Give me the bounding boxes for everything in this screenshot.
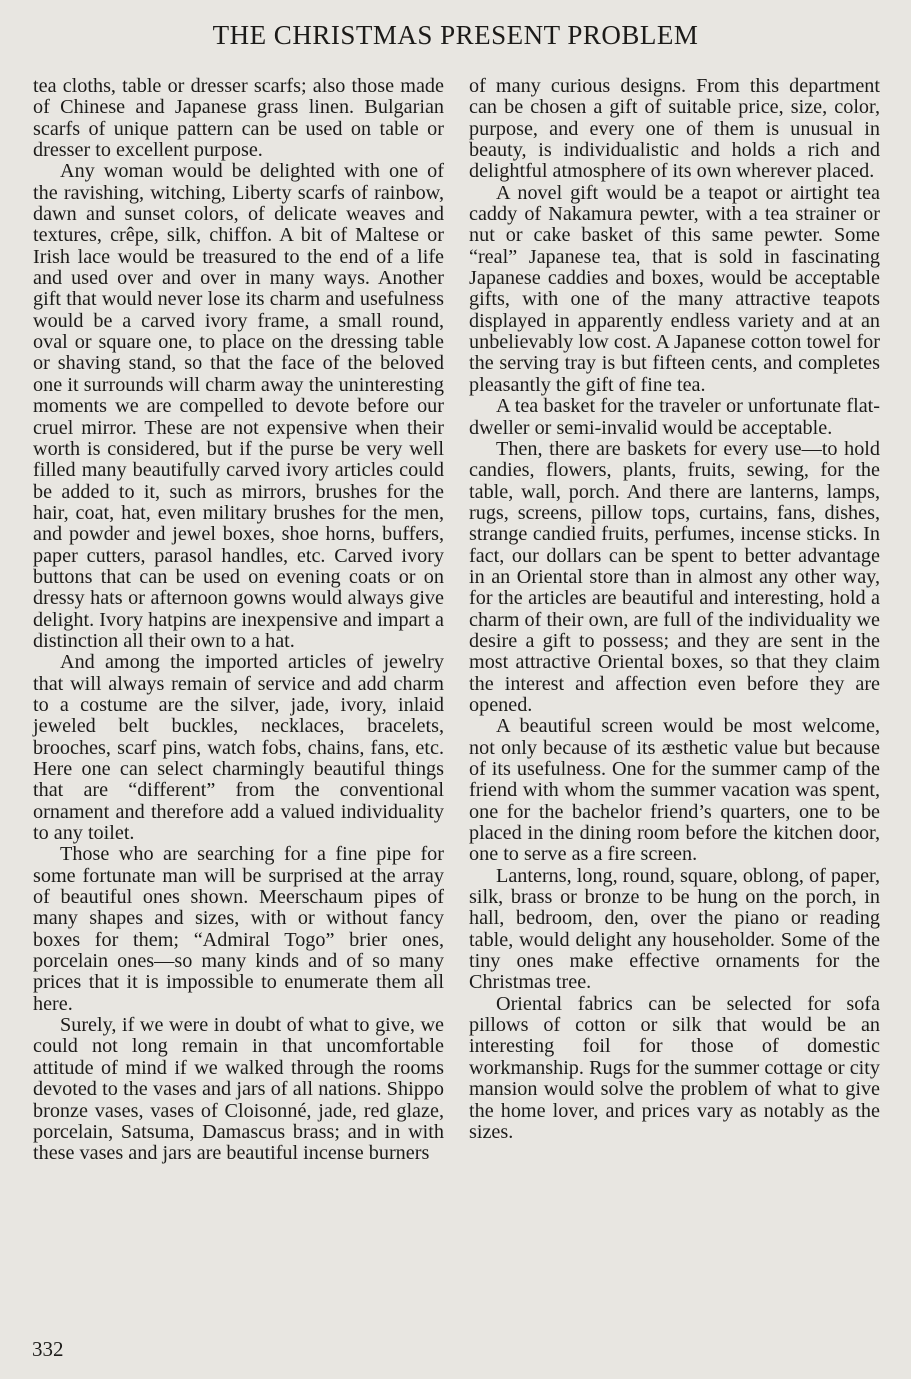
running-title: THE CHRISTMAS PRESENT PROBLEM xyxy=(212,20,699,50)
paragraph: of many curious designs. From this department can be chosen a gift of suitable price, size, color, purpose, and every one of them is unusual in beauty, is individualistic and holds a rich and delightful atmosphere of its own wherever placed. xyxy=(469,75,880,183)
paragraph: And among the imported articles of jewelry that will always remain of service and add charm to a costume are the silver, jade, ivory, inlaid jeweled belt buckles, necklaces, bracelets, brooches, scarf pins, watch fobs, chains, fans, etc. Here one can select charmingly beautiful things that are “different” from the conventional ornament and therefore add a valued individuality to any toilet. xyxy=(33,651,444,845)
paragraph: tea cloths, table or dresser scarfs; also those made of Chinese and Japanese grass linen. Bulgarian scarfs of unique pattern can be used on table or dresser to excellent purpose. xyxy=(33,75,444,162)
paragraph: A tea basket for the traveler or unfortunate flat-dweller or semi-invalid would be acceptable. xyxy=(469,395,880,439)
left-column xyxy=(33,76,444,1165)
paragraph: Oriental fabrics can be selected for sofa pillows of cotton or silk that would be an interesting foil for those of domestic workmanship. Rugs for the summer cottage or city mansion would solve the problem of what to give the home lover, and prices vary as notably as the sizes. xyxy=(469,992,880,1143)
paragraph: Lanterns, long, round, square, oblong, of paper, silk, brass or bronze to be hung on the porch, in hall, bedroom, den, over the piano or reading table, would delight any householder. Some of the tiny ones make effective ornaments for the Christmas tree. xyxy=(469,864,880,994)
paragraph: Then, there are baskets for every use—to hold candies, flowers, plants, fruits, sewing, for the table, wall, porch. And there are lanterns, lamps, rugs, screens, pillow tops, curtains, fans, dishes, strange candied fruits, perfumes, incense sticks. In fact, our dollars can be spent to better advantage in an Oriental store than in almost any other way, for the articles are beautiful and interesting, hold a charm of their own, are full of the individuality we desire a gift to possess; and they are sent in the most attractive Oriental boxes, so that they claim the interest and affection even before they are opened. xyxy=(469,437,880,716)
paragraph: A beautiful screen would be most welcome, not only because of its æsthetic value but because of its usefulness. One for the summer camp of the friend with whom the summer vacation was spent, one for the bachelor friend’s quarters, one to be placed in the dining room before the kitchen door, one to serve as a fire screen. xyxy=(469,715,880,866)
paragraph: Any woman would be delighted with one of the ravishing, witching, Liberty scarfs of rainbow, dawn and sunset colors, of delicate weaves and textures, crêpe, silk, chiffon. A bit of Maltese or Irish lace would be treasured to the end of a life and used over and over in many ways. Another gift that would never lose its charm and usefulness would be a carved ivory frame, a small round, oval or square one, to place on the dressing table or shaving stand, so that the face of the beloved one it surrounds will charm away the uninteresting moments we are compelled to devote before our cruel mirror. These are not expensive when their worth is considered, but if the purse be very well filled many beautifully carved ivory articles could be added to it, such as mirrors, brushes for the hair, coat, hat, even military brushes for the men, and powder and jewel boxes, shoe horns, buffers, paper cutters, parasol handles, etc. Carved ivory buttons that can be used on evening coats or on dressy hats or afternoon gowns would always give delight. Ivory hatpins are inexpensive and impart a distinction all their own to a hat. xyxy=(33,160,444,652)
paragraph: A novel gift would be a teapot or airtight tea caddy of Nakamura pewter, with a tea strainer or nut or cake basket of this same pewter. Some “real” Japanese tea, that is sold in fascinating Japanese caddies and boxes, would be acceptable gifts, with one of the many attractive teapots displayed in apparently endless variety and at an unbelievably low cost. A Japanese cotton towel for the serving tray is but fifteen cents, and completes pleasantly the gift of fine tea. xyxy=(469,181,880,396)
right-column xyxy=(469,76,880,1143)
paragraph: Surely, if we were in doubt of what to give, we could not long remain in that uncomfortable attitude of mind if we walked through the rooms devoted to the vases and jars of all nations. Shippo bronze vases, vases of Cloisonné, jade, red glaze, porcelain, Satsuma, Damascus brass; and in with these vases and jars are beautiful incense burners xyxy=(33,1014,444,1165)
page-number: 332 xyxy=(32,1337,64,1361)
paragraph: Those who are searching for a fine pipe for some fortunate man will be surprised at the array of beautiful ones shown. Meerschaum pipes of many shapes and sizes, with or without fancy boxes for them; “Admiral Togo” brier ones, porcelain ones—so many kinds and of so many prices that it is impossible to enumerate them all here. xyxy=(33,843,444,1015)
